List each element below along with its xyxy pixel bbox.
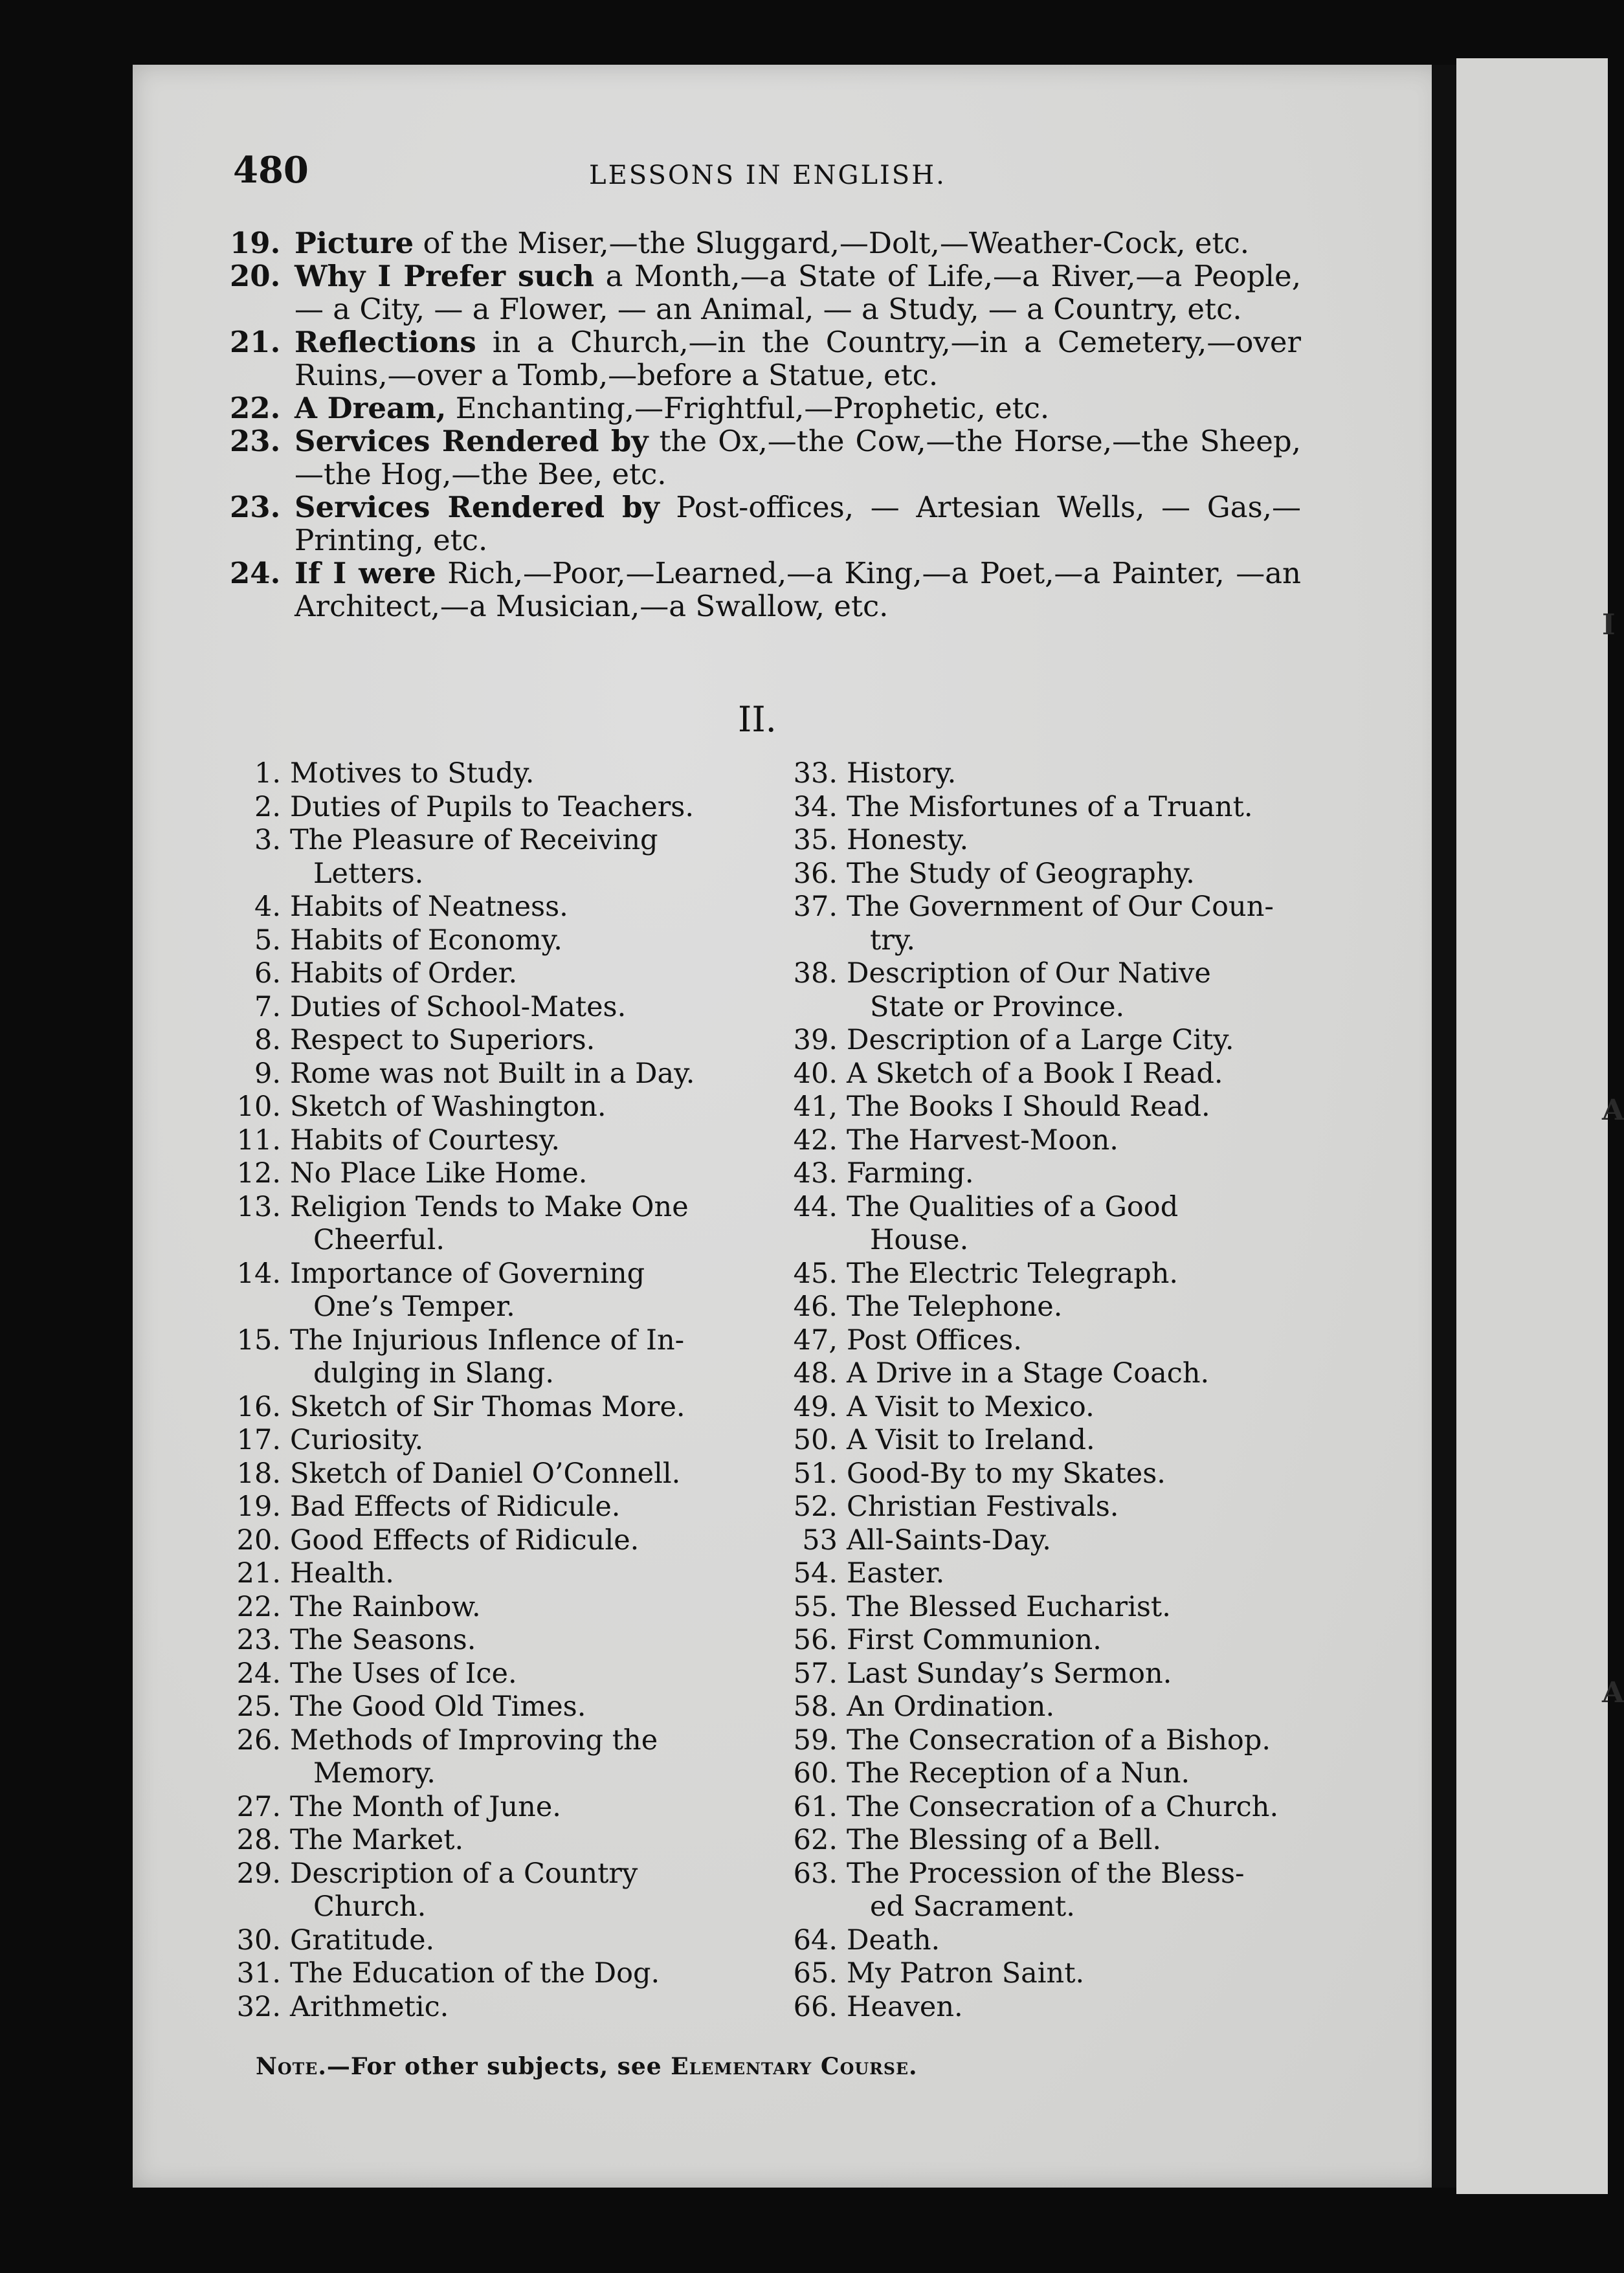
item-number: 9.: [254, 1057, 281, 1090]
topic-item: [777, 1824, 1304, 1857]
item-heading: Reflections: [295, 325, 476, 359]
item-number: 23.: [236, 1624, 281, 1656]
topic-item: [777, 858, 1304, 891]
topic-item-continuation: [220, 1357, 744, 1391]
edge-glyph: I: [1602, 608, 1616, 641]
item-number: 28.: [236, 1824, 281, 1856]
topic-item: [220, 1157, 744, 1191]
item-text: Religion Tends to Make One: [290, 1190, 689, 1223]
item-text: Rome was not Built in a Day.: [290, 1057, 695, 1090]
topic-item: [777, 1924, 1304, 1958]
item-text: Good Effects of Ridicule.: [290, 1524, 640, 1557]
topic-item: [777, 1624, 1304, 1658]
item-number: 49.: [793, 1390, 838, 1423]
topic-list-left-column: [220, 757, 744, 2024]
item-text: Description of a Large City.: [847, 1024, 1234, 1056]
item-number: 33.: [793, 757, 838, 790]
item-text-continued: Church.: [313, 1890, 427, 1923]
item-text: The Blessing of a Bell.: [847, 1824, 1162, 1856]
topic-item: [220, 1024, 744, 1058]
item-text-continued: Letters.: [313, 857, 424, 890]
item-text: The Good Old Times.: [290, 1691, 586, 1723]
item-number: 30.: [236, 1924, 281, 1957]
item-number: 66.: [793, 1990, 838, 2023]
item-text: Good-By to my Skates.: [847, 1457, 1166, 1490]
topic-item: [220, 1524, 744, 1558]
topic-item: [777, 1424, 1304, 1458]
item-heading: Why I Prefer such: [295, 259, 595, 293]
item-number: 19.: [236, 1491, 281, 1523]
item-number: 50.: [793, 1424, 838, 1456]
item-number: 46.: [793, 1291, 838, 1323]
item-text: [295, 227, 1301, 260]
item-text: Bad Effects of Ridicule.: [290, 1491, 621, 1523]
item-text: The Pleasure of Receiving: [290, 824, 658, 856]
item-text: Sketch of Daniel O’Connell.: [290, 1457, 681, 1490]
topic-item: [777, 1591, 1304, 1624]
item-text: Honesty.: [847, 824, 969, 856]
topic-item: [777, 791, 1304, 825]
item-number: 14.: [236, 1257, 281, 1290]
topic-item: [220, 1791, 744, 1824]
item-number: 17.: [236, 1424, 281, 1456]
item-text: The Qualities of a Good: [847, 1190, 1179, 1223]
section-heading: II.: [738, 699, 777, 740]
topic-item-continuation: [777, 1890, 1304, 1924]
item-text-continued: State or Province.: [870, 990, 1125, 1023]
item-rest: Rich,—Poor,—Learned,—a King,—a Poet,—a Painter, —an Architect,—a Musician,—a Swallow, etc.: [295, 556, 1302, 623]
item-heading: If I were: [295, 556, 436, 590]
item-number: 15.: [236, 1324, 281, 1357]
item-text: Easter.: [847, 1557, 945, 1590]
item-number: 48.: [793, 1357, 838, 1390]
topic-item: [777, 757, 1304, 791]
item-text: Death.: [847, 1924, 940, 1957]
footnote: [256, 2053, 918, 2080]
topic-item: [777, 1791, 1304, 1824]
topic-item: [777, 1557, 1304, 1591]
topic-item: [220, 1724, 744, 1758]
topic-item: [220, 1258, 744, 1291]
topic-item: [230, 491, 1301, 557]
item-text: Farming.: [847, 1157, 974, 1190]
item-number: 38.: [793, 957, 838, 990]
topic-item: [220, 1624, 744, 1658]
topic-item: [220, 757, 744, 791]
item-number: 40.: [793, 1057, 838, 1090]
topic-item: [777, 1191, 1304, 1225]
item-text: Heaven.: [847, 1990, 963, 2023]
topic-item: [777, 1658, 1304, 1691]
item-number: 34.: [793, 790, 838, 823]
item-number: 55.: [793, 1590, 838, 1623]
item-text: Post Offices.: [847, 1324, 1022, 1357]
topic-item-continuation: [220, 1890, 744, 1924]
item-text: Motives to Study.: [290, 757, 535, 790]
item-heading: Services Rendered by: [295, 424, 649, 458]
topic-item: [777, 1757, 1304, 1791]
page-number: 480: [233, 149, 309, 192]
item-number: 43.: [793, 1157, 838, 1190]
item-text: Methods of Improving the: [290, 1724, 658, 1757]
item-text: [295, 491, 1301, 557]
item-number: 60.: [793, 1757, 838, 1790]
topic-item: [220, 1691, 744, 1724]
topic-item: [220, 1557, 744, 1591]
item-text: An Ordination.: [847, 1691, 1055, 1723]
item-text: The Harvest-Moon.: [847, 1124, 1118, 1157]
topic-item: [220, 1924, 744, 1958]
item-number: 42.: [793, 1124, 838, 1157]
item-number: 41,: [793, 1091, 838, 1123]
facing-page-edge: [1456, 58, 1624, 2194]
topic-item: [777, 1957, 1304, 1991]
item-text: Duties of Pupils to Teachers.: [290, 790, 695, 823]
item-text: All-Saints-Day.: [847, 1524, 1051, 1557]
topic-list-part-one: [230, 227, 1301, 623]
item-text: [295, 260, 1301, 326]
indent-spacer: [220, 1291, 290, 1324]
topic-item: [777, 1991, 1304, 2024]
item-text: A Visit to Ireland.: [847, 1424, 1095, 1456]
indent-spacer: [220, 1224, 290, 1258]
item-number: 2.: [254, 790, 281, 823]
topic-item: [220, 1991, 744, 2024]
item-text: Habits of Courtesy.: [290, 1124, 560, 1157]
topic-item-continuation: [220, 858, 744, 891]
indent-spacer: [220, 858, 290, 891]
topic-item: [777, 957, 1304, 991]
item-number: 21.: [230, 325, 281, 359]
item-text: Description of Our Native: [847, 957, 1211, 990]
item-text: The Government of Our Coun-: [847, 891, 1274, 923]
note-text: —For other subjects, see: [326, 2053, 671, 2080]
item-number: 11.: [236, 1124, 281, 1157]
item-number: 16.: [236, 1390, 281, 1423]
topic-item: [777, 1058, 1304, 1091]
topic-item: [220, 1091, 744, 1124]
item-number: 23.: [230, 424, 281, 458]
topic-item: [777, 1357, 1304, 1391]
item-text: Curiosity.: [290, 1424, 424, 1456]
indent-spacer: [220, 1757, 290, 1791]
topic-item-continuation: [777, 1224, 1304, 1258]
item-number: 39.: [793, 1024, 838, 1056]
indent-spacer: [777, 991, 847, 1025]
topic-item: [777, 1258, 1304, 1291]
item-number: 3.: [254, 824, 281, 856]
item-number: 24.: [236, 1657, 281, 1690]
item-number: 21.: [236, 1557, 281, 1590]
item-text: Last Sunday’s Sermon.: [847, 1657, 1172, 1690]
topic-item: [220, 1957, 744, 1991]
topic-item: [220, 1591, 744, 1624]
topic-item: [230, 326, 1301, 392]
topic-item: [777, 1524, 1304, 1558]
item-text: The Books I Should Read.: [847, 1091, 1210, 1123]
item-text: The Electric Telegraph.: [847, 1257, 1179, 1290]
item-text: Description of a Country: [290, 1857, 638, 1890]
topic-item: [220, 1058, 744, 1091]
item-number: 58.: [793, 1691, 838, 1723]
topic-item: [777, 1458, 1304, 1491]
item-number: 61.: [793, 1790, 838, 1823]
indent-spacer: [777, 1890, 847, 1924]
item-number: 20.: [236, 1524, 281, 1557]
item-text: Habits of Order.: [290, 957, 518, 990]
topic-item: [220, 1491, 744, 1524]
item-text-continued: try.: [870, 924, 916, 957]
item-number: 25.: [236, 1691, 281, 1723]
item-number: 1.: [254, 757, 281, 790]
item-text: The Education of the Dog.: [290, 1957, 660, 1990]
item-text: Christian Festivals.: [847, 1491, 1119, 1523]
running-head: LESSONS IN ENGLISH.: [589, 161, 946, 190]
topic-item: [220, 1857, 744, 1891]
item-text: Habits of Neatness.: [290, 891, 568, 923]
item-text-continued: ed Sacrament.: [870, 1890, 1075, 1923]
item-number: 32.: [236, 1990, 281, 2023]
item-text-continued: House.: [870, 1224, 969, 1256]
item-rest: in a Church,—in the Country,—in a Cemetery,—over Ruins,—over a Tomb,—before a Statue, etc.: [295, 325, 1301, 392]
item-number: 12.: [236, 1157, 281, 1190]
item-number: 64.: [793, 1924, 838, 1957]
item-number: 62.: [793, 1824, 838, 1856]
topic-item: [777, 824, 1304, 858]
topic-item: [777, 1724, 1304, 1758]
item-text-continued: dulging in Slang.: [313, 1357, 554, 1390]
item-text: Duties of School-Mates.: [290, 990, 627, 1023]
item-text: The Consecration of a Bishop.: [847, 1724, 1271, 1757]
topic-item: [220, 1124, 744, 1158]
item-heading: Services Rendered by: [295, 490, 660, 524]
topic-item: [230, 425, 1301, 491]
item-text: My Patron Saint.: [847, 1957, 1085, 1990]
topic-item: [777, 891, 1304, 924]
item-text: The Reception of a Nun.: [847, 1757, 1190, 1790]
item-number: 22.: [236, 1590, 281, 1623]
item-number: 47,: [793, 1324, 838, 1357]
item-number: 10.: [236, 1091, 281, 1123]
item-number: 27.: [236, 1790, 281, 1823]
item-text: A Sketch of a Book I Read.: [847, 1057, 1223, 1090]
item-text: The Injurious Inflence of In-: [290, 1324, 685, 1357]
edge-glyph: A: [1602, 1094, 1624, 1127]
topic-item: [220, 991, 744, 1025]
item-text: The Misfortunes of a Truant.: [847, 790, 1253, 823]
item-number: 59.: [793, 1724, 838, 1757]
topic-item: [220, 1324, 744, 1358]
topic-item: [220, 924, 744, 958]
item-number: 63.: [793, 1857, 838, 1890]
topic-item: [220, 1391, 744, 1425]
edge-glyph: A: [1602, 1676, 1624, 1709]
topic-item: [777, 1024, 1304, 1058]
indent-spacer: [777, 924, 847, 958]
item-number: 23.: [230, 490, 281, 524]
item-number: 57.: [793, 1657, 838, 1690]
item-text: Habits of Economy.: [290, 924, 562, 957]
item-rest: of the Miser,—the Sluggard,—Dolt,—Weather-Cock, etc.: [414, 226, 1250, 260]
item-number: 56.: [793, 1624, 838, 1656]
item-number: 54.: [793, 1557, 838, 1590]
topic-item: [220, 891, 744, 924]
item-text: Respect to Superiors.: [290, 1024, 595, 1056]
item-number: 24.: [230, 556, 281, 590]
item-number: 20.: [230, 259, 281, 293]
topic-item: [220, 1424, 744, 1458]
item-text: First Communion.: [847, 1624, 1102, 1656]
topic-item: [777, 1291, 1304, 1324]
item-text: The Study of Geography.: [847, 857, 1195, 890]
item-text: Gratitude.: [290, 1924, 435, 1957]
item-number: 5.: [254, 924, 281, 957]
item-text: The Blessed Eucharist.: [847, 1590, 1171, 1623]
indent-spacer: [220, 1357, 290, 1391]
item-text: Sketch of Sir Thomas More.: [290, 1390, 685, 1423]
topic-item: [220, 957, 744, 991]
topic-item: [220, 1658, 744, 1691]
topic-list-right-column: [777, 757, 1304, 2024]
topic-item: [220, 791, 744, 825]
topic-item: [777, 1157, 1304, 1191]
item-number: 7.: [254, 990, 281, 1023]
item-rest: Enchanting,—Frightful,—Prophetic, etc.: [446, 391, 1050, 425]
item-number: 35.: [793, 824, 838, 856]
topic-item: [777, 1391, 1304, 1425]
topic-item: [777, 1124, 1304, 1158]
item-text: History.: [847, 757, 957, 790]
item-number: 13.: [236, 1190, 281, 1223]
item-text: [295, 425, 1301, 491]
item-text: No Place Like Home.: [290, 1157, 588, 1190]
topic-item: [230, 260, 1301, 326]
item-rest: the Ox,—the Cow,—the Horse,—the Sheep,—the Hog,—the Bee, etc.: [295, 424, 1301, 491]
topic-item: [777, 1324, 1304, 1358]
item-number: 45.: [793, 1257, 838, 1290]
item-number: 37.: [793, 891, 838, 923]
item-text: [295, 326, 1301, 392]
topic-item: [230, 392, 1301, 425]
book-spine: [1432, 65, 1456, 2188]
item-heading: A Dream,: [295, 391, 447, 425]
item-number: 18.: [236, 1457, 281, 1490]
item-number: 6.: [254, 957, 281, 990]
item-text: [295, 557, 1301, 623]
topic-item: [220, 1191, 744, 1225]
topic-item-continuation: [220, 1224, 744, 1258]
item-text: Health.: [290, 1557, 394, 1590]
item-number: 4.: [254, 891, 281, 923]
item-text: The Seasons.: [290, 1624, 476, 1656]
topic-item: [777, 1091, 1304, 1124]
item-text: Sketch of Washington.: [290, 1091, 606, 1123]
item-text-continued: Cheerful.: [313, 1224, 445, 1256]
item-number: 22.: [230, 391, 281, 425]
topic-item-continuation: [220, 1757, 744, 1791]
item-text: The Consecration of a Church.: [847, 1790, 1279, 1823]
item-heading: Picture: [295, 226, 414, 260]
item-text: The Month of June.: [290, 1790, 561, 1823]
item-number: 44.: [793, 1190, 838, 1223]
item-number: 19.: [230, 226, 281, 260]
item-text-continued: Memory.: [313, 1757, 436, 1790]
item-text: Importance of Governing: [290, 1257, 645, 1290]
item-text: The Market.: [290, 1824, 464, 1856]
item-rest: Post-offices, — Artesian Wells, — Gas,— Printing, etc.: [295, 490, 1301, 557]
item-text: The Uses of Ice.: [290, 1657, 517, 1690]
item-number: 51.: [793, 1457, 838, 1490]
item-number: 8.: [254, 1024, 281, 1056]
item-text: A Drive in a Stage Coach.: [847, 1357, 1210, 1390]
indent-spacer: [220, 1890, 290, 1924]
topic-item: [777, 1491, 1304, 1524]
topic-item: [777, 1857, 1304, 1891]
note-course: Elementary Course.: [671, 2053, 918, 2080]
topic-item: [220, 824, 744, 858]
item-text-continued: One’s Temper.: [313, 1291, 515, 1323]
item-text: The Rainbow.: [290, 1590, 481, 1623]
topic-item-continuation: [777, 991, 1304, 1025]
item-number: 52.: [793, 1491, 838, 1523]
item-text: [295, 392, 1301, 425]
item-text: The Telephone.: [847, 1291, 1063, 1323]
item-number: 36.: [793, 857, 838, 890]
topic-item: [220, 1824, 744, 1857]
item-text: Arithmetic.: [290, 1990, 449, 2023]
topic-item: [230, 557, 1301, 623]
item-text: The Procession of the Bless-: [847, 1857, 1245, 1890]
topic-item: [230, 227, 1301, 260]
topic-item: [220, 1458, 744, 1491]
item-number: 29.: [236, 1857, 281, 1890]
note-label: Note.: [256, 2053, 327, 2080]
item-number: 31.: [236, 1957, 281, 1990]
item-text: A Visit to Mexico.: [847, 1390, 1095, 1423]
item-number: 26.: [236, 1724, 281, 1757]
topic-item-continuation: [220, 1291, 744, 1324]
item-number: 65.: [793, 1957, 838, 1990]
item-number: 53: [802, 1524, 838, 1557]
indent-spacer: [777, 1224, 847, 1258]
topic-item-continuation: [777, 924, 1304, 958]
item-rest: a Month,—a State of Life,—a River,—a People, — a City, — a Flower, — an Animal, — a Study, — a Country, etc.: [295, 259, 1301, 326]
topic-item: [777, 1691, 1304, 1724]
